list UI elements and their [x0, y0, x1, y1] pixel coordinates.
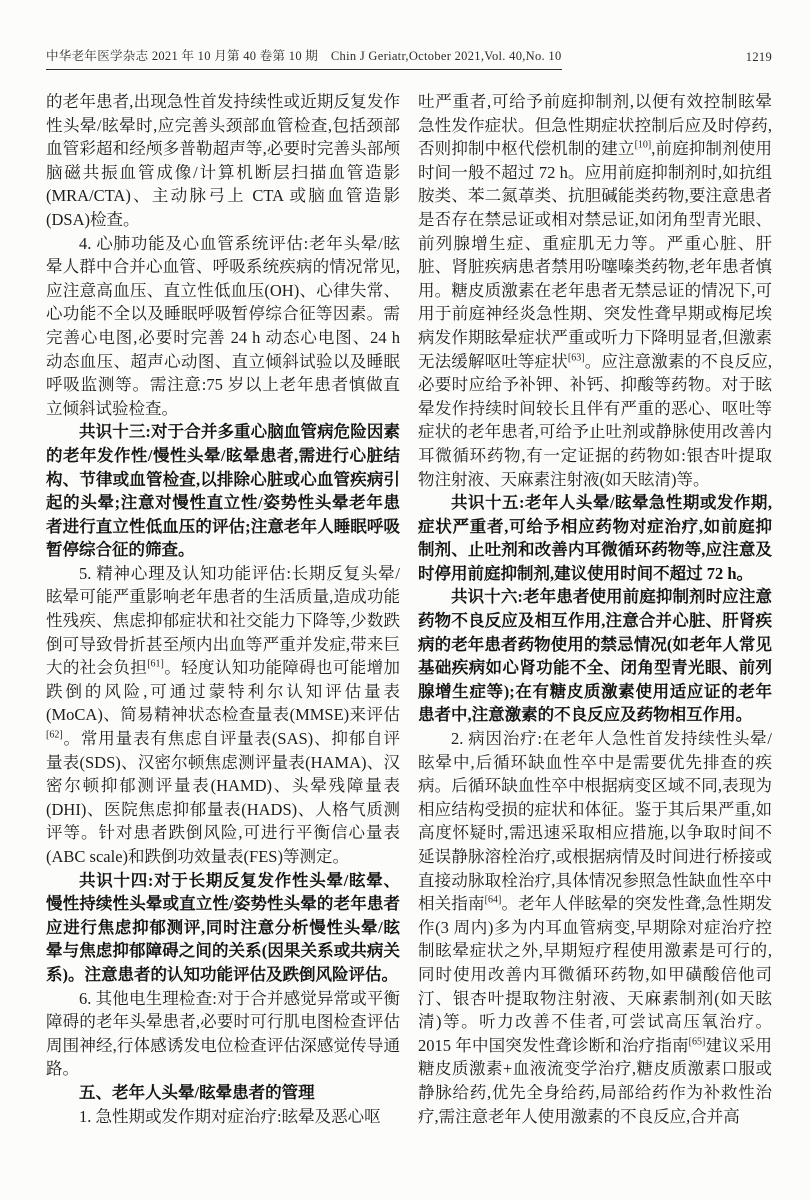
paragraph: 4. 心肺功能及心血管系统评估:老年头晕/眩晕人群中合并心血管、呼吸系统疾病的情况常见,应注意高血压、直立性低血压(OH)、心律失常、心功能不全以及睡眠呼吸暂停综合征等因素。需完善心电图,必要时完善 24 h 动态心电图、24 h 动态血压、超声心动图、直立倾斜试验以及睡眠呼吸监测等。需注意:75 岁以上老年患者慎做直立倾斜试验检查。: [46, 233, 400, 418]
page-number: 1219: [745, 50, 772, 64]
right-column: [418, 90, 772, 1128]
reference-marker: [61]: [147, 658, 164, 670]
paragraph: 的老年患者,出现急性首发持续性或近期反复发作性头晕/眩晕时,应完善头颈部血管检查,包括颈部血管彩超和经颅多普勒超声等,必要时完善头部颅脑磁共振血管成像/计算机断层扫描血管造影(MRA/CTA)、主动脉弓上 CTA 或脑血管造影(DSA)检查。: [46, 92, 400, 229]
paragraph: 吐严重者,可给予前庭抑制剂,以便有效控制眩晕急性发作症状。但急性期症状控制后应及时停药,否则抑制中枢代偿机制的建立[10],前庭抑制剂使用时间一般不超过 72 h。应用前庭抑制剂时,如抗组胺类、苯二氮䓬类、抗胆碱能类药物,要注意患者是否存在禁忌证或相对禁忌证,如闭角型青光眼、前列腺增生症、重症肌无力等。严重心脏、肝脏、肾脏疾病患者禁用吩噻嗪类药物,老年患者慎用。糖皮质激素在老年患者无禁忌证的情况下,可用于前庭神经炎急性期、突发性聋早期或梅尼埃病发作期眩晕症状严重或听力下降明显者,但激素无法缓解呕吐等症状[63]。应注意激素的不良反应,必要时应给予补钾、补钙、抑酸等药物。对于眩晕发作持续时间较长且伴有严重的恶心、呕吐等症状的老年患者,可给予止吐剂或静脉使用改善内耳微循环药物,有一定证据的药物如:银杏叶提取物注射液、天麻素注射液(如天眩清)等。: [418, 92, 773, 489]
article-body: [46, 90, 772, 1128]
reference-marker: [65]: [688, 1036, 706, 1048]
paragraph: 共识十四:对于长期反复发作性头晕/眩晕、慢性持续性头晕或直立性/姿势性头晕的老年患者应进行焦虑抑郁测评,同时注意分析慢性头晕/眩晕与焦虑抑郁障碍之间的关系(因果关系或共病关系)。注意患者的认知功能评估及跌倒风险评估。: [46, 870, 400, 984]
paragraph: 共识十五:老年人头晕/眩晕急性期或发作期,症状严重者,可给予相应药物对症治疗,如前庭抑制剂、止吐剂和改善内耳微循环药物等,应注意及时停用前庭抑制剂,建议使用时间不超过 72 h。: [418, 493, 772, 583]
reference-marker: [10]: [634, 139, 652, 151]
paragraph: 6. 其他电生理检查:对于合并感觉异常或平衡障碍的老年头晕患者,必要时可行肌电图检查评估周围神经,行体感诱发电位检查评估深感觉传导通路。: [46, 988, 400, 1079]
journal-citation: 中华老年医学杂志 2021 年 10 月第 40 卷第 10 期 Chin J Geriatr,October 2021,Vol. 40,No. 10: [46, 46, 562, 70]
paragraph: 2. 病因治疗:在老年人急性首发持续性头晕/眩晕中,后循环缺血性卒中是需要优先排查的疾病。后循环缺血性卒中根据病变区域不同,表现为相应结构受损的症状和体征。鉴于其后果严重,如高度怀疑时,需迅速采取相应措施,以争取时间不延误静脉溶栓治疗,或根据病情及时间进行桥接或直接动脉取栓治疗,具体情况参照急性缺血性卒中相关指南[64]。老年人伴眩晕的突发性聋,急性期发作(3 周内)多为内耳血管病变,早期除对症治疗控制眩晕症状之外,早期短疗程使用激素是可行的,同时使用改善内耳微循环药物,如甲磺酸倍他司汀、银杏叶提取物注射液、天麻素制剂(如天眩清)等。听力改善不佳者,可尝试高压氧治疗。2015 年中国突发性聋诊断和治疗指南[65]建议采用糖皮质激素+血液流变学治疗,糖皮质激素口服或静脉给药,优先全身给药,局部给药作为补救性治疗,需注意老年人使用激素的不良反应,合并高: [418, 729, 773, 1126]
reference-marker: [62]: [46, 729, 63, 741]
page-header: [46, 46, 772, 70]
reference-marker: [64]: [484, 894, 502, 906]
reference-marker: [63]: [567, 352, 585, 364]
paragraph: 1. 急性期或发作期对症治疗:眩晕及恶心呕: [79, 1106, 381, 1126]
paragraph: 5. 精神心理及认知功能评估:长期反复头晕/眩晕可能严重影响老年患者的生活质量,造成功能性残疾、焦虑抑郁症状和社交能力下降等,少数跌倒可导致骨折甚至颅内出血等严重并发症,带来巨大的社会负担[61]。轻度认知功能障碍也可能增加跌倒的风险,可通过蒙特利尔认知评估量表(MoCA)、简易精神状态检查量表(MMSE)来评估[62]。常用量表有焦虑自评量表(SAS)、抑郁自评量表(SDS)、汉密尔顿焦虑测评量表(HAMA)、汉密尔顿抑郁测评量表(HAMD)、头晕残障量表(DHI)、医院焦虑抑郁量表(HADS)、人格气质测评等。针对患者跌倒风险,可进行平衡信心量表(ABC scale)和跌倒功效量表(FES)等测定。: [46, 563, 401, 866]
left-column: [46, 90, 400, 1128]
paragraph: 共识十三:对于合并多重心脑血管病危险因素的老年发作性/慢性头晕/眩晕患者,需进行心脏结构、节律或血管检查,以排除心脏或心血管疾病引起的头晕;注意对慢性直立性/姿势性头晕老年患者进行直立性低血压的评估;注意老年人睡眠呼吸暂停综合征的筛查。: [46, 422, 400, 560]
paragraph: 共识十六:老年患者使用前庭抑制剂时应注意药物不良反应及相互作用,注意合并心脏、肝肾疾病的老年患者药物使用的禁忌情况(如老年人常见基础疾病如心肾功能不全、闭角型青光眼、前列腺增生症等);在有糖皮质激素使用适应证的老年患者中,注意激素的不良反应及药物相互作用。: [418, 587, 772, 725]
paragraph: 五、老年人头晕/眩晕患者的管理: [79, 1082, 315, 1102]
